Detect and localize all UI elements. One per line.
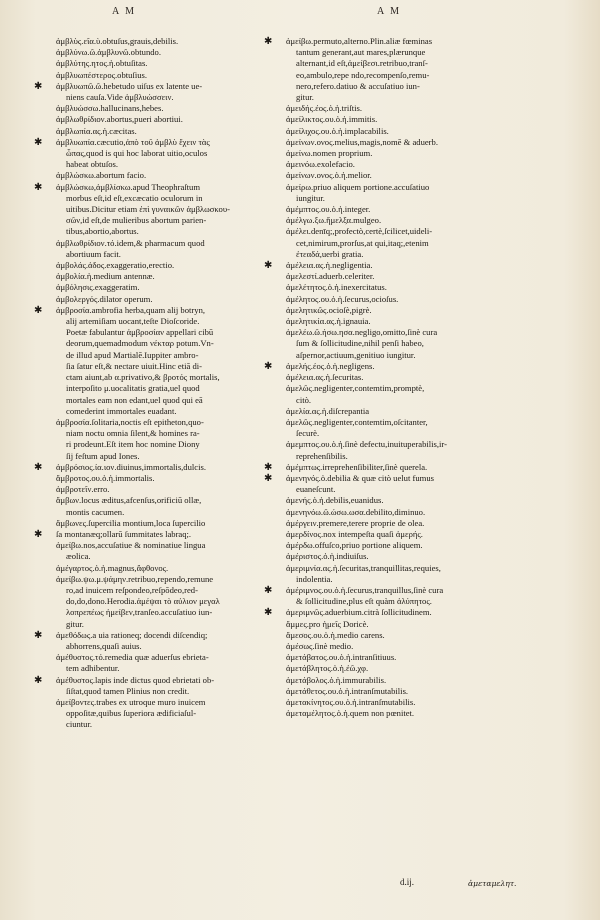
dictionary-entry [286, 417, 511, 439]
asterisk-marker-icon: ✱ [34, 528, 43, 540]
dictionary-entry [286, 563, 511, 585]
asterisk-marker-icon: ✱ [34, 629, 43, 641]
dictionary-entry [56, 238, 281, 260]
entry-line: ὦπας,quod is qui hoc laborat uitio,oculos [66, 148, 208, 159]
catchword: ἀμεταμελητ. [468, 879, 517, 888]
dictionary-entry [286, 607, 511, 618]
dictionary-entry [286, 305, 511, 316]
dictionary-entry [286, 182, 511, 204]
entry-line: ἀμβλυωπία.cæcutio,ἀπὸ τοῦ ἀμβλὺ ἔχειν τὰς [56, 136, 210, 147]
entry-line: ἀμενηνόω.ῶ.ώσω.ωσα.debilito,diminuo. [286, 506, 426, 517]
entry-line: montis cacumen. [66, 506, 125, 517]
entry-line: mortales eam non edant,uel quod qui eā [66, 394, 203, 405]
entry-line: ſia ſatur eſt,& nectare uiuit.Hinc etiā di- [66, 360, 203, 371]
entry-line: ἀμεριμνία.ας.ἡ.ſecuritas,tranquillitas,requies, [286, 562, 441, 573]
entry-line: ἄμβων.locus æditus,afcenſus,orificiū ollæ, [56, 495, 202, 506]
asterisk-marker-icon: ✱ [34, 136, 43, 148]
entry-line: ἀμέλγω.ξω.ἤμελξα.mulgeo. [286, 215, 382, 226]
entry-line: ἀμελῶς.negligenter,contemtim,oſcitanter, [286, 416, 428, 427]
entry-line: ἀμείβω.nos,accuſatiue & nominatiue lingua [56, 540, 206, 551]
dictionary-entry [286, 148, 511, 159]
dictionary-entry [56, 652, 281, 674]
entry-line: ἀμβλυωπέστερος.obtuſius. [56, 69, 148, 80]
dictionary-entry [56, 47, 281, 58]
dictionary-entry [286, 675, 511, 686]
entry-line: ἀμετάβατος.ου.ὁ.ἡ.intranſitiuus. [286, 652, 397, 663]
right-column [264, 36, 511, 719]
entry-line: ἀμβολεργός.dilator operum. [56, 293, 153, 304]
entry-line: niam noctu omnia ſilent,& homines ra- [66, 428, 200, 439]
dictionary-entry [34, 674, 281, 697]
running-head-right: A M [377, 6, 402, 17]
dictionary-entry [286, 271, 511, 282]
dictionary-entry [286, 316, 511, 327]
entry-line: ἀμελέτητος.ὁ.ἡ.inexercitatus. [286, 282, 387, 293]
entry-line: ἀμείβω.ψω.μ.ψάμην.retribuo,rependo,remune [56, 573, 214, 584]
dictionary-entry [286, 630, 511, 641]
asterisk-marker-icon: ✱ [264, 461, 273, 473]
entry-line: ciuntur. [66, 719, 93, 730]
entry-line: ἀμβλωθρίδιον.abortus,pueri abortiui. [56, 114, 183, 125]
entry-line: ἀμείλιχος.ου.ὁ.ἡ.implacabilis. [286, 125, 389, 136]
entry-line: uitibus.Dicitur etiam ἐπὶ γυναικῶν ἀμβλωσκου- [66, 204, 230, 215]
entry-line: ἀμέλητος.ου.ὁ.ἡ.ſecurus,ocioſus. [286, 293, 399, 304]
entry-line: ἀμείνω.nomen proprium. [286, 148, 373, 159]
dictionary-entry [56, 294, 281, 305]
dictionary-entry [286, 372, 511, 383]
entry-line: ἀμεινόω.exolefacio. [286, 159, 355, 170]
asterisk-marker-icon: ✱ [34, 80, 43, 92]
dictionary-entry [286, 518, 511, 529]
dictionary-entry [56, 417, 281, 462]
dictionary-entry [286, 126, 511, 137]
dictionary-entry [56, 271, 281, 282]
dictionary-entry [264, 461, 511, 473]
entry-line: ἀμετάβλητος.ὁ.ἡ.ἐῶ.χφ. [286, 663, 369, 674]
entry-line: ἀμέσως.ſinè medio. [286, 640, 354, 651]
dictionary-entry [56, 518, 281, 529]
entry-line: deorum,quemadmodum νέκταρ potum.Vn- [66, 338, 214, 349]
dictionary-entry [286, 697, 511, 708]
dictionary-entry [56, 126, 281, 137]
entry-line: ἀμβλύνω.ῶ.ἀμβλυνῶ.obtundo. [56, 47, 162, 58]
dictionary-entry [286, 551, 511, 562]
dictionary-entry [286, 686, 511, 697]
dictionary-entry [286, 159, 511, 170]
entry-line: ἀμερδίνος.nox intempeſta quaſi ἀμερής. [286, 528, 423, 539]
dictionary-entry [286, 215, 511, 226]
dictionary-entry [286, 641, 511, 652]
entry-line: ἀμελῶς.negligenter,contemtim,promptè, [286, 383, 425, 394]
dictionary-entry [286, 294, 511, 305]
dictionary-entry [56, 563, 281, 574]
dictionary-entry [56, 697, 281, 731]
dictionary-entry [286, 260, 511, 271]
entry-line: ἀμέλεια.ας.ἡ.ſecuritas. [286, 372, 364, 383]
dictionary-entry [56, 540, 281, 562]
entry-line: ἀμέθυστος.lapis inde dictus quod ebrietati ob- [56, 674, 215, 685]
entry-line: ſum & ſollicitudine,nihil penſi habeo, [296, 338, 424, 349]
entry-line: gitur. [66, 618, 84, 629]
asterisk-marker-icon: ✱ [264, 584, 273, 596]
entry-line: eo,ambulo,repe ndo,recompenſo,remu- [296, 69, 430, 80]
entry-line: ἀμέμπτως.irreprehenſibiliter,ſinè querela. [286, 461, 428, 472]
dictionary-entry [286, 619, 511, 630]
dictionary-entry [56, 574, 281, 630]
entry-line: nero,refero.datiuo & accuſatiuo iun- [296, 80, 420, 91]
left-column [34, 36, 281, 731]
entry-line: ἀμέθυστος.τό.remedia quæ aduerſus ebrieta- [56, 652, 209, 663]
dictionary-entry [286, 652, 511, 663]
dictionary-entry [286, 103, 511, 114]
entry-line: λοπρεπέως ἠμείβεν,tranſeo.accuſatiuo iun- [66, 607, 213, 618]
entry-line: ἀμβλύτης.ητος.ἡ.obtuſitas. [56, 58, 148, 69]
entry-line: ἐτεαδά,uerbi gratia. [296, 248, 364, 259]
dictionary-entry [286, 327, 511, 361]
entry-line: de illud apud Martialē.Iuppiter ambro- [66, 349, 199, 360]
asterisk-marker-icon: ✱ [264, 360, 273, 372]
entry-line: ἀμβολάς.ἀδος.exaggeratio,erectio. [56, 260, 175, 271]
entry-line: indolentia. [296, 573, 333, 584]
entry-line: ἄμμες.pro ἡμεῖς Doricè. [286, 618, 369, 629]
dictionary-entry [56, 282, 281, 293]
dictionary-entry [286, 495, 511, 506]
entry-line: ἄμβροτος.ου.ὁ.ἡ.immortalis. [56, 472, 155, 483]
entry-line: ἀμβρόσιος.ία.ιον.diuinus,immortalis,dulcis. [56, 461, 206, 472]
dictionary-entry [56, 103, 281, 114]
dictionary-entry [286, 507, 511, 518]
dictionary-entry [286, 585, 511, 607]
entry-line: habeat obtuſos. [66, 159, 119, 170]
entry-line: ἀμέλει.denīq;,profectò,certè,ſcilicet,uideli- [286, 226, 433, 237]
signature-mark: d.ij. [400, 877, 415, 887]
dictionary-entry [34, 136, 281, 171]
dictionary-entry [286, 226, 511, 260]
entry-line: ἀμετακίνητος.ου.ὁ.ἡ.intranſmutabilis. [286, 696, 416, 707]
entry-line: gitur. [296, 92, 314, 103]
entry-line: ἀμεμπτος.ου.ὁ.ἡ.ſinè defectu,inuituperabilis,ir- [286, 439, 447, 450]
entry-line: alij artemiſiam uocant,teſte Dioſcoride. [66, 316, 200, 327]
entry-line: oppoſitæ,quibus ſuperiora ædificiaſul- [66, 708, 197, 719]
entry-line: ἀμενηνός.ὁ.debilia & quæ citò uelut fumus [286, 472, 434, 483]
entry-line: ἀμέριστος.ὁ.ἡ.indiuiſus. [286, 551, 369, 562]
entry-line: tem adhibentur. [66, 663, 120, 674]
entry-line: citò. [296, 394, 312, 405]
dictionary-entry [286, 204, 511, 215]
asterisk-marker-icon: ✱ [264, 260, 273, 272]
entry-line: ἀμελής.έος.ὁ.ἡ.negligens. [286, 360, 375, 371]
asterisk-marker-icon: ✱ [34, 674, 43, 686]
dictionary-entry [34, 304, 281, 417]
dictionary-entry [264, 36, 511, 103]
dictionary-entry [286, 170, 511, 181]
entry-line: do,do,dono.Herodia.ἀμέψαι τὸ αὐλιον μεγαλ [66, 596, 220, 607]
entry-line: ἄμβωνες.ſupercilia montium,loca ſupercilio [56, 517, 206, 528]
entry-line: ἀμελητικῶς.ocioſè,pigrè. [286, 304, 372, 315]
entry-line: ctam aiunt,ab α.privativo,& βροτός mortalis, [66, 372, 220, 383]
entry-line: ἀμείνων.ονος.melius,magis,nomē & aduerb. [286, 136, 438, 147]
entry-line: ἀμετάβολος.ὁ.ἡ.immurabilis. [286, 674, 387, 685]
entry-line: ἀμέγαρτος.ὁ.ἡ.magnus,ἄφθονος. [56, 562, 169, 573]
entry-line: ἀμβλώσκω.abortum facio. [56, 170, 147, 181]
dictionary-entry [56, 36, 281, 47]
entry-line: & ſollicitudine,plus eſt quàm ἀλύπητος. [296, 596, 432, 607]
asterisk-marker-icon: ✱ [264, 472, 273, 484]
running-head-left: A M [112, 6, 137, 17]
entry-line: abortiuum facit. [66, 248, 121, 259]
entry-line: ſa montanæq;ollarū ſummitates labraq;. [56, 528, 192, 539]
entry-line: ἀμεθόδως.a uia rationeq; docendi diſcendiq; [56, 629, 208, 640]
entry-line: ſiſtat,quod tamen Plinius non credit. [66, 685, 190, 696]
entry-line: ἀμετάθετος.ου.ὁ.ἡ.intranſmutabilis. [286, 685, 409, 696]
entry-line: Poetæ fabulantur ἀμβροσίαν appellari cibū [66, 327, 214, 338]
entry-line: ἀμείλικτος.ου.ὁ.ἡ.immitis. [286, 114, 378, 125]
entry-line: ἀμειδής.έος.ὁ.ἡ.triſtis. [286, 103, 362, 114]
asterisk-marker-icon: ✱ [34, 181, 43, 193]
entry-line: ἀμβλυώσσω.hallucinans,hebes. [56, 103, 164, 114]
dictionary-entry [56, 70, 281, 81]
dictionary-entry [286, 137, 511, 148]
dictionary-entry [286, 114, 511, 125]
entry-line: ἀμενής.ὁ.ἡ.debilis,euanidus. [286, 495, 384, 506]
entry-line: ἀμέρδω.offuſco,priuo portione aliquem. [286, 540, 423, 551]
dictionary-entry [56, 170, 281, 181]
entry-line: aſpernor,actiuum,genitiuo iungitur. [296, 349, 416, 360]
entry-line: ἀμβροτεῖν.erro. [56, 484, 110, 495]
dictionary-entry [286, 708, 511, 719]
entry-line: reprehenſibilis. [296, 450, 348, 461]
entry-line: ἀμέμπτος.ου.ὁ.ἡ.integer. [286, 204, 371, 215]
entry-line: ἀμείβοντες.trabes ex utroque muro inuicem [56, 696, 206, 707]
entry-line: alternant,id eſt,ἀμείβεσι.retribuo,tranſ- [296, 58, 428, 69]
entry-line: tibus,abortio,abortus. [66, 226, 139, 237]
asterisk-marker-icon: ✱ [34, 461, 43, 473]
dictionary-entry [56, 260, 281, 271]
dictionary-entry [56, 462, 281, 473]
entry-line: ἀμείνων.ονος.ὁ.ἡ.melior. [286, 170, 372, 181]
entry-line: ἄμεσος.ου.ὁ.ἡ.medio carens. [286, 629, 385, 640]
dictionary-entry [286, 406, 511, 417]
dictionary-entry [56, 484, 281, 495]
dictionary-entry [264, 472, 511, 495]
entry-line: iungitur. [296, 192, 325, 203]
entry-line: ri prodeunt.Eſt item hoc nomine Diony [66, 439, 200, 450]
entry-line: ſecurè. [296, 428, 320, 439]
entry-line: ἀμβροσία.ſolitaria,noctis eſt epitheton,quo- [56, 416, 204, 427]
dictionary-entry [286, 383, 511, 405]
entry-line: ἀμβλώσκω,ἀμβλίσκω.apud Theophraſtum [56, 181, 201, 192]
dictionary-entry [286, 439, 511, 461]
entry-line: ἀμεταμέλητος.ὁ.ἡ.quem non pœnitet. [286, 708, 415, 719]
entry-line: ἀμελία.ας.ἡ.diſcrepantia [286, 405, 370, 416]
entry-line: ἀμείβω.permuto,alterno.Plin.aliæ fœminas [286, 36, 433, 46]
entry-line: euaneſcunt. [296, 484, 336, 495]
dictionary-entry [56, 58, 281, 69]
dictionary-entry [56, 473, 281, 484]
entry-line: ἀμέριμνος.ου.ὁ.ἡ.ſecurus,tranquillus,ſinè cura [286, 584, 444, 595]
entry-line: ἀμβόλησις.exaggeratim. [56, 282, 140, 293]
dictionary-entry [56, 495, 281, 517]
entry-line: ἀμβροσία.ambrofia herba,quam alij botryn, [56, 304, 206, 315]
dictionary-entry [34, 181, 281, 238]
dictionary-entry [286, 282, 511, 293]
entry-line: ἀμβλυωπῶ.ῶ.hebetudo uiſus ex latente ue- [56, 80, 203, 91]
running-head [0, 6, 600, 22]
dictionary-entry [34, 80, 281, 103]
asterisk-marker-icon: ✱ [264, 36, 273, 47]
entry-line: ἀμβλὺς.εῖα.ὺ.obtuſus,grauis,debilis. [56, 36, 179, 46]
dictionary-entry [56, 630, 281, 652]
entry-line: ἀμέλεια.ας.ἡ.negligentia. [286, 260, 373, 271]
entry-line: ro,ad inuicem reſpondeo,reſpōdeo,red- [66, 584, 198, 595]
entry-line: ἀμβολία.ἡ.medium antennæ. [56, 271, 155, 282]
entry-line: ἀμελέω.ῶ.ήσω.ησα.negligo,omitto,ſinè cura [286, 327, 438, 338]
entry-line: ἀμελεστί.aduerb.celeriter. [286, 271, 375, 282]
entry-line: niens cauſa.Vide ἀμβλυώσσειν. [66, 92, 174, 103]
dictionary-entry [286, 540, 511, 551]
dictionary-entry [286, 529, 511, 540]
entry-line: cet,nimirum,prorſus,at qui,itaq;,etenim [296, 237, 429, 248]
asterisk-marker-icon: ✱ [264, 607, 273, 619]
dictionary-entry [34, 528, 281, 540]
entry-line: æolica. [66, 551, 91, 562]
entry-line: ſij feſtum apud Iones. [66, 450, 140, 461]
entry-line: ἀμελητικία.ας.ἡ.ignauia. [286, 316, 371, 327]
dictionary-entry [56, 114, 281, 125]
entry-line: interpoſito μ.uocalitatis gratia,uel quod [66, 383, 200, 394]
asterisk-marker-icon: ✱ [34, 304, 43, 316]
entry-line: ἀμέργειν.premere,terere proprie de olea. [286, 517, 425, 528]
dictionary-entry [286, 361, 511, 372]
entry-line: ἀμεριμνῶς.aduerbium.citrà ſollicitudinem. [286, 607, 432, 618]
entry-line: tantum generant,aut mares,plærunque [296, 47, 426, 58]
entry-line: morbus eſt,id eſt,excæcatio oculorum in [66, 192, 203, 203]
entry-line: σῶν,id eſt,de mulieribus abortum parien- [66, 215, 207, 226]
entry-line: ἀμβλωπία.ας.ἡ.cæcitas. [56, 125, 137, 136]
entry-line: ἀμείρω.priuo aliquem portione.accuſatiuo [286, 181, 430, 192]
entry-line: abhorrens,quaſi auius. [66, 640, 142, 651]
entry-line: comederint immortales euadant. [66, 405, 177, 416]
entry-line: ἀμβλωθρίδιον.τό.idem,& pharmacum quod [56, 237, 205, 248]
dictionary-entry [286, 663, 511, 674]
